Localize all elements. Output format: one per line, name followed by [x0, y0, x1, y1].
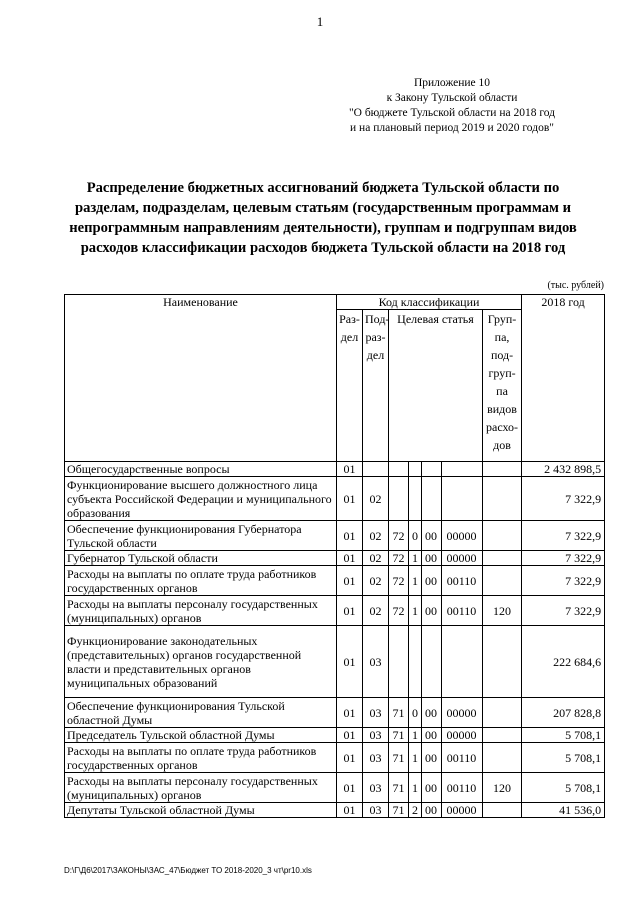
cell-name: Расходы на выплаты персоналу государственных (муниципальных) органов	[65, 596, 337, 626]
cell-target-direction: 00110	[442, 596, 483, 626]
cell-target-program: 71	[389, 743, 409, 773]
cell-target-program: 71	[389, 773, 409, 803]
cell-target-program: 71	[389, 803, 409, 818]
table-row	[65, 551, 605, 566]
cell-podrazdel: 03	[363, 743, 389, 773]
cell-group: 120	[483, 596, 522, 626]
cell-podrazdel: 03	[363, 773, 389, 803]
cell-podrazdel: 02	[363, 566, 389, 596]
cell-name: Функционирование законодательных (представительных) органов государственной власти и представительных органов муниципальных образований	[65, 626, 337, 698]
cell-target-event: 00	[422, 743, 442, 773]
cell-target-subprogram: 0	[409, 521, 422, 551]
cell-target-program: 71	[389, 728, 409, 743]
cell-group	[483, 743, 522, 773]
cell-amount: 7 322,9	[522, 521, 605, 551]
cell-amount: 7 322,9	[522, 551, 605, 566]
table-row	[65, 477, 605, 521]
cell-podrazdel: 03	[363, 728, 389, 743]
table-row	[65, 462, 605, 477]
table-row	[65, 773, 605, 803]
cell-podrazdel: 03	[363, 698, 389, 728]
cell-name: Расходы на выплаты по оплате труда работников государственных органов	[65, 566, 337, 596]
cell-target-event: 00	[422, 803, 442, 818]
cell-podrazdel: 02	[363, 521, 389, 551]
cell-razdel: 01	[337, 728, 363, 743]
cell-name: Депутаты Тульской областной Думы	[65, 803, 337, 818]
cell-target-subprogram: 1	[409, 566, 422, 596]
cell-target-subprogram: 1	[409, 551, 422, 566]
cell-group	[483, 698, 522, 728]
cell-target-subprogram: 2	[409, 803, 422, 818]
cell-target-direction: 00000	[442, 521, 483, 551]
cell-razdel: 01	[337, 521, 363, 551]
budget-table	[64, 294, 605, 818]
cell-name: Расходы на выплаты персоналу государственных (муниципальных) органов	[65, 773, 337, 803]
cell-razdel: 01	[337, 698, 363, 728]
cell-name: Председатель Тульской областной Думы	[65, 728, 337, 743]
cell-target-subprogram: 0	[409, 698, 422, 728]
cell-target-subprogram	[409, 477, 422, 521]
cell-target-direction	[442, 626, 483, 698]
cell-razdel: 01	[337, 551, 363, 566]
cell-target-program: 72	[389, 551, 409, 566]
units-label: (тыс. рублей)	[547, 280, 604, 291]
cell-group	[483, 477, 522, 521]
cell-target-event: 00	[422, 773, 442, 803]
cell-podrazdel	[363, 462, 389, 477]
cell-target-program: 72	[389, 566, 409, 596]
cell-target-direction: 00000	[442, 803, 483, 818]
cell-target-program	[389, 462, 409, 477]
cell-target-event	[422, 626, 442, 698]
cell-target-event: 00	[422, 596, 442, 626]
table-row	[65, 596, 605, 626]
header-podrazdel: Под- раз- дел	[363, 310, 389, 462]
cell-name: Губернатор Тульской области	[65, 551, 337, 566]
cell-razdel: 01	[337, 462, 363, 477]
cell-target-subprogram	[409, 462, 422, 477]
cell-amount: 5 708,1	[522, 773, 605, 803]
appendix-note	[300, 76, 604, 136]
cell-podrazdel: 02	[363, 596, 389, 626]
cell-name: Общегосударственные вопросы	[65, 462, 337, 477]
cell-razdel: 01	[337, 596, 363, 626]
cell-target-program: 71	[389, 698, 409, 728]
cell-group	[483, 462, 522, 477]
cell-target-program: 72	[389, 521, 409, 551]
cell-target-subprogram	[409, 626, 422, 698]
cell-target-subprogram: 1	[409, 773, 422, 803]
cell-razdel: 01	[337, 743, 363, 773]
appendix-line-1: Приложение 10	[413, 77, 491, 89]
table-header	[65, 295, 605, 462]
cell-name: Функционирование высшего должностного лица субъекта Российской Федерации и муниципального образования	[65, 477, 337, 521]
cell-target-direction	[442, 477, 483, 521]
header-target: Целевая статья	[389, 310, 483, 462]
cell-target-program	[389, 626, 409, 698]
cell-razdel: 01	[337, 773, 363, 803]
document-title: Распределение бюджетных ассигнований бюджета Тульской области по разделам, подразделам, целевым статьям (государственным программам и непрограммным направлениям деятельности), группам и подгруппам видов расходов классификации расходов бюджета Тульской области на 2018 год	[69, 180, 577, 256]
cell-razdel: 01	[337, 803, 363, 818]
table-row	[65, 803, 605, 818]
table-row	[65, 521, 605, 551]
file-path-footer: D:\Г\Д6\2017\ЗАКОНЫ\ЗАС_47\Бюджет ТО 2018-2020_3 чт\pr10.xls	[64, 866, 312, 875]
cell-amount: 5 708,1	[522, 728, 605, 743]
header-group: Груп- па, под- груп- па видов расхо- дов	[483, 310, 522, 462]
cell-amount: 222 684,6	[522, 626, 605, 698]
cell-target-event: 00	[422, 521, 442, 551]
table-row	[65, 728, 605, 743]
cell-podrazdel: 03	[363, 626, 389, 698]
cell-target-event: 00	[422, 698, 442, 728]
cell-target-event	[422, 477, 442, 521]
cell-target-direction: 00000	[442, 728, 483, 743]
cell-amount: 207 828,8	[522, 698, 605, 728]
table-row	[65, 698, 605, 728]
cell-target-event: 00	[422, 551, 442, 566]
cell-target-event: 00	[422, 566, 442, 596]
cell-group: 120	[483, 773, 522, 803]
cell-target-direction: 00110	[442, 566, 483, 596]
table-row	[65, 626, 605, 698]
cell-name: Обеспечение функционирования Губернатора Тульской области	[65, 521, 337, 551]
cell-group	[483, 551, 522, 566]
cell-podrazdel: 02	[363, 477, 389, 521]
cell-razdel: 01	[337, 626, 363, 698]
cell-target-event	[422, 462, 442, 477]
cell-target-direction: 00110	[442, 743, 483, 773]
cell-podrazdel: 03	[363, 803, 389, 818]
table-row	[65, 566, 605, 596]
cell-amount: 7 322,9	[522, 596, 605, 626]
table-body	[65, 462, 605, 818]
cell-target-program: 72	[389, 596, 409, 626]
appendix-line-4: и на плановый период 2019 и 2020 годов"	[350, 122, 554, 134]
table-row	[65, 743, 605, 773]
cell-amount: 5 708,1	[522, 743, 605, 773]
cell-podrazdel: 02	[363, 551, 389, 566]
cell-name: Расходы на выплаты по оплате труда работников государственных органов	[65, 743, 337, 773]
cell-amount: 7 322,9	[522, 477, 605, 521]
cell-target-subprogram: 1	[409, 743, 422, 773]
cell-target-program	[389, 477, 409, 521]
cell-name: Обеспечение функционирования Тульской областной Думы	[65, 698, 337, 728]
cell-amount: 7 322,9	[522, 566, 605, 596]
header-year: 2018 год	[522, 295, 605, 462]
cell-amount: 41 536,0	[522, 803, 605, 818]
cell-razdel: 01	[337, 566, 363, 596]
header-razdel: Раз- дел	[337, 310, 363, 462]
cell-target-event: 00	[422, 728, 442, 743]
cell-target-direction: 00000	[442, 698, 483, 728]
appendix-line-2: к Закону Тульской области	[386, 92, 518, 104]
cell-amount: 2 432 898,5	[522, 462, 605, 477]
header-name: Наименование	[65, 295, 337, 462]
cell-target-direction: 00110	[442, 773, 483, 803]
cell-group	[483, 626, 522, 698]
cell-group	[483, 566, 522, 596]
cell-group	[483, 728, 522, 743]
cell-target-direction	[442, 462, 483, 477]
cell-group	[483, 521, 522, 551]
cell-target-direction: 00000	[442, 551, 483, 566]
cell-target-subprogram: 1	[409, 596, 422, 626]
cell-razdel: 01	[337, 477, 363, 521]
cell-target-subprogram: 1	[409, 728, 422, 743]
header-code: Код классификации	[337, 295, 522, 310]
appendix-line-3: "О бюджете Тульской области на 2018 год	[348, 107, 556, 119]
cell-group	[483, 803, 522, 818]
page-number: 1	[316, 14, 324, 29]
